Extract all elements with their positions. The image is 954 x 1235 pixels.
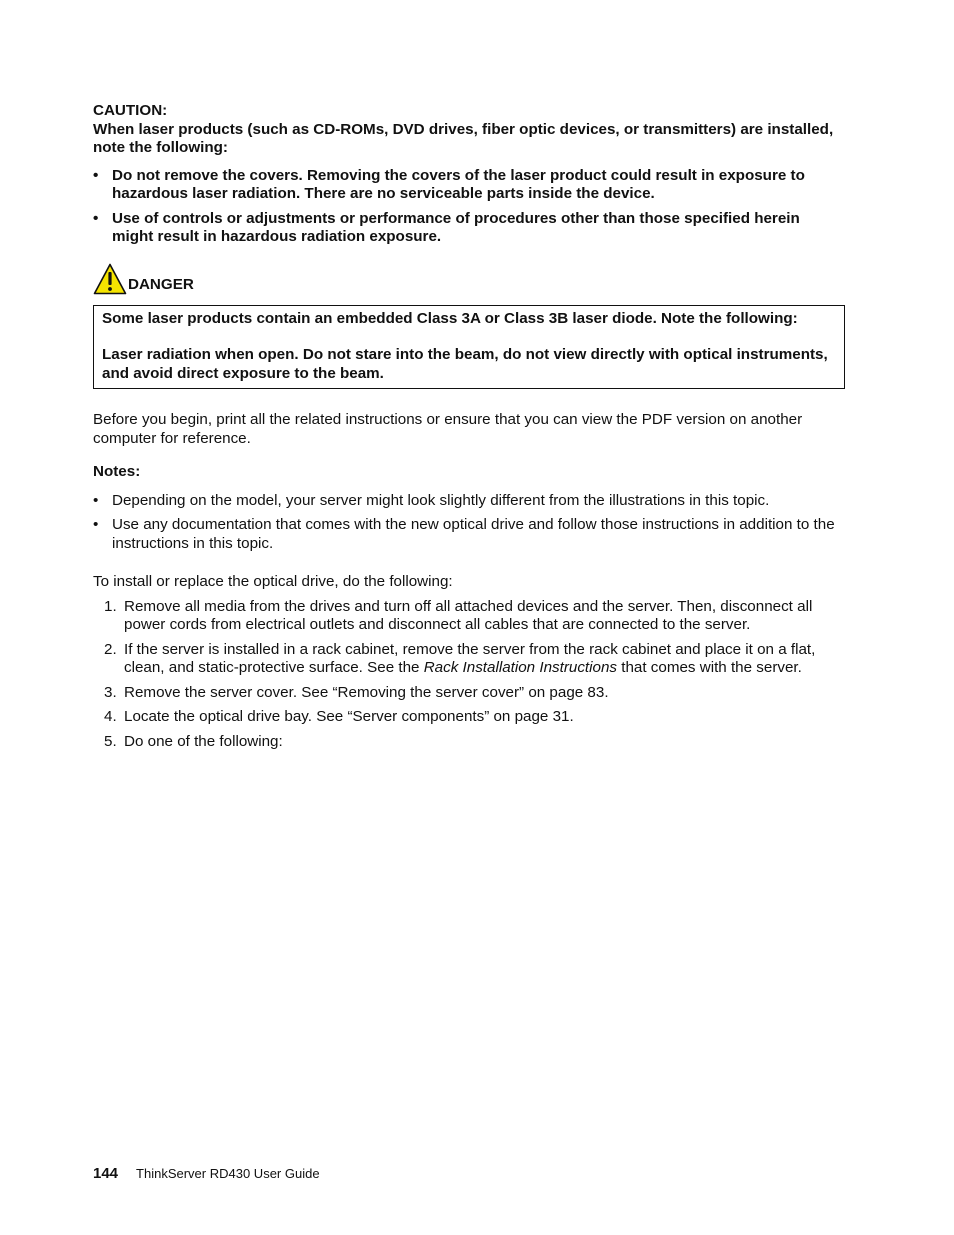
note-text: Use any documentation that comes with the new optical drive and follow those instructions in addition to the instructions in this topic. <box>112 516 835 552</box>
step-item <box>93 733 845 752</box>
step-text: Locate the optical drive bay. See “Server components” on page 31. <box>124 708 574 725</box>
step-number: 5. <box>104 732 117 750</box>
notes-list <box>93 492 845 554</box>
caution-intro: When laser products (such as CD-ROMs, DVD drives, fiber optic devices, or transmitters) are installed, note the following: <box>93 120 834 156</box>
danger-heading <box>93 261 845 295</box>
step-item <box>93 708 845 727</box>
step-text: that comes with the server. <box>617 659 802 676</box>
step-number: 1. <box>104 597 117 615</box>
step-text: Remove the server cover. See “Removing the server cover” on page 83. <box>124 683 609 701</box>
list-item <box>93 492 845 511</box>
step-item <box>93 598 845 635</box>
step-number: 3. <box>104 683 117 701</box>
install-intro: To install or replace the optical drive, do the following: <box>93 573 453 590</box>
step-text: Do one of the following: <box>124 732 283 750</box>
step-number: 4. <box>104 708 117 725</box>
caution-bullets <box>93 167 845 247</box>
caution-heading: CAUTION: <box>93 102 168 119</box>
warning-triangle-icon <box>93 263 127 295</box>
note-text: Depending on the model, your server might look slightly different from the illustrations in this topic. <box>112 491 770 509</box>
step-number: 2. <box>104 640 117 658</box>
document-title: ThinkServer RD430 User Guide <box>136 1166 320 1181</box>
list-item <box>93 167 845 204</box>
rack-instructions-title: Rack Installation Instructions <box>423 659 618 676</box>
notes-heading: Notes: <box>93 463 141 480</box>
list-item <box>93 210 845 247</box>
caution-bullet-text: Use of controls or adjustments or performance of procedures other than those specified herein might result in hazardous radiation exposure. <box>112 209 800 245</box>
caution-bullet-text: Do not remove the covers. Removing the covers of the laser product could result in exposure to hazardous laser radiation. There are no serviceable parts inside the device. <box>112 166 805 202</box>
bullet-dot: • <box>93 209 99 227</box>
danger-box-line: Laser radiation when open. Do not stare into the beam, do not view directly with optical instruments, and avoid direct exposure to the beam. <box>102 346 828 382</box>
list-item <box>93 516 845 553</box>
bullet-dot: • <box>93 491 99 509</box>
before-you-begin-text: Before you begin, print all the related instructions or ensure that you can view the PDF version on another computer for reference. <box>93 411 803 447</box>
step-item <box>93 684 845 703</box>
danger-box-line: Some laser products contain an embedded Class 3A or Class 3B laser diode. Note the following: <box>102 309 798 327</box>
page-footer <box>93 1165 320 1184</box>
page-number: 144 <box>93 1165 119 1182</box>
bullet-dot: • <box>93 516 99 533</box>
danger-notice-box <box>93 305 845 390</box>
install-steps <box>93 598 845 752</box>
bullet-dot: • <box>93 166 99 184</box>
step-text: If the server is installed in a rack cabinet, remove the server from the rack cabinet and place it on a flat, clean, and static-protective surface. See the <box>124 640 816 676</box>
page-content <box>93 102 845 757</box>
step-item <box>93 641 845 678</box>
danger-label: DANGER <box>128 276 194 293</box>
step-text: Remove all media from the drives and turn off all attached devices and the server. Then, disconnect all power cords from electrical outlets and disconnect all cables that are connected to the server. <box>124 597 813 633</box>
